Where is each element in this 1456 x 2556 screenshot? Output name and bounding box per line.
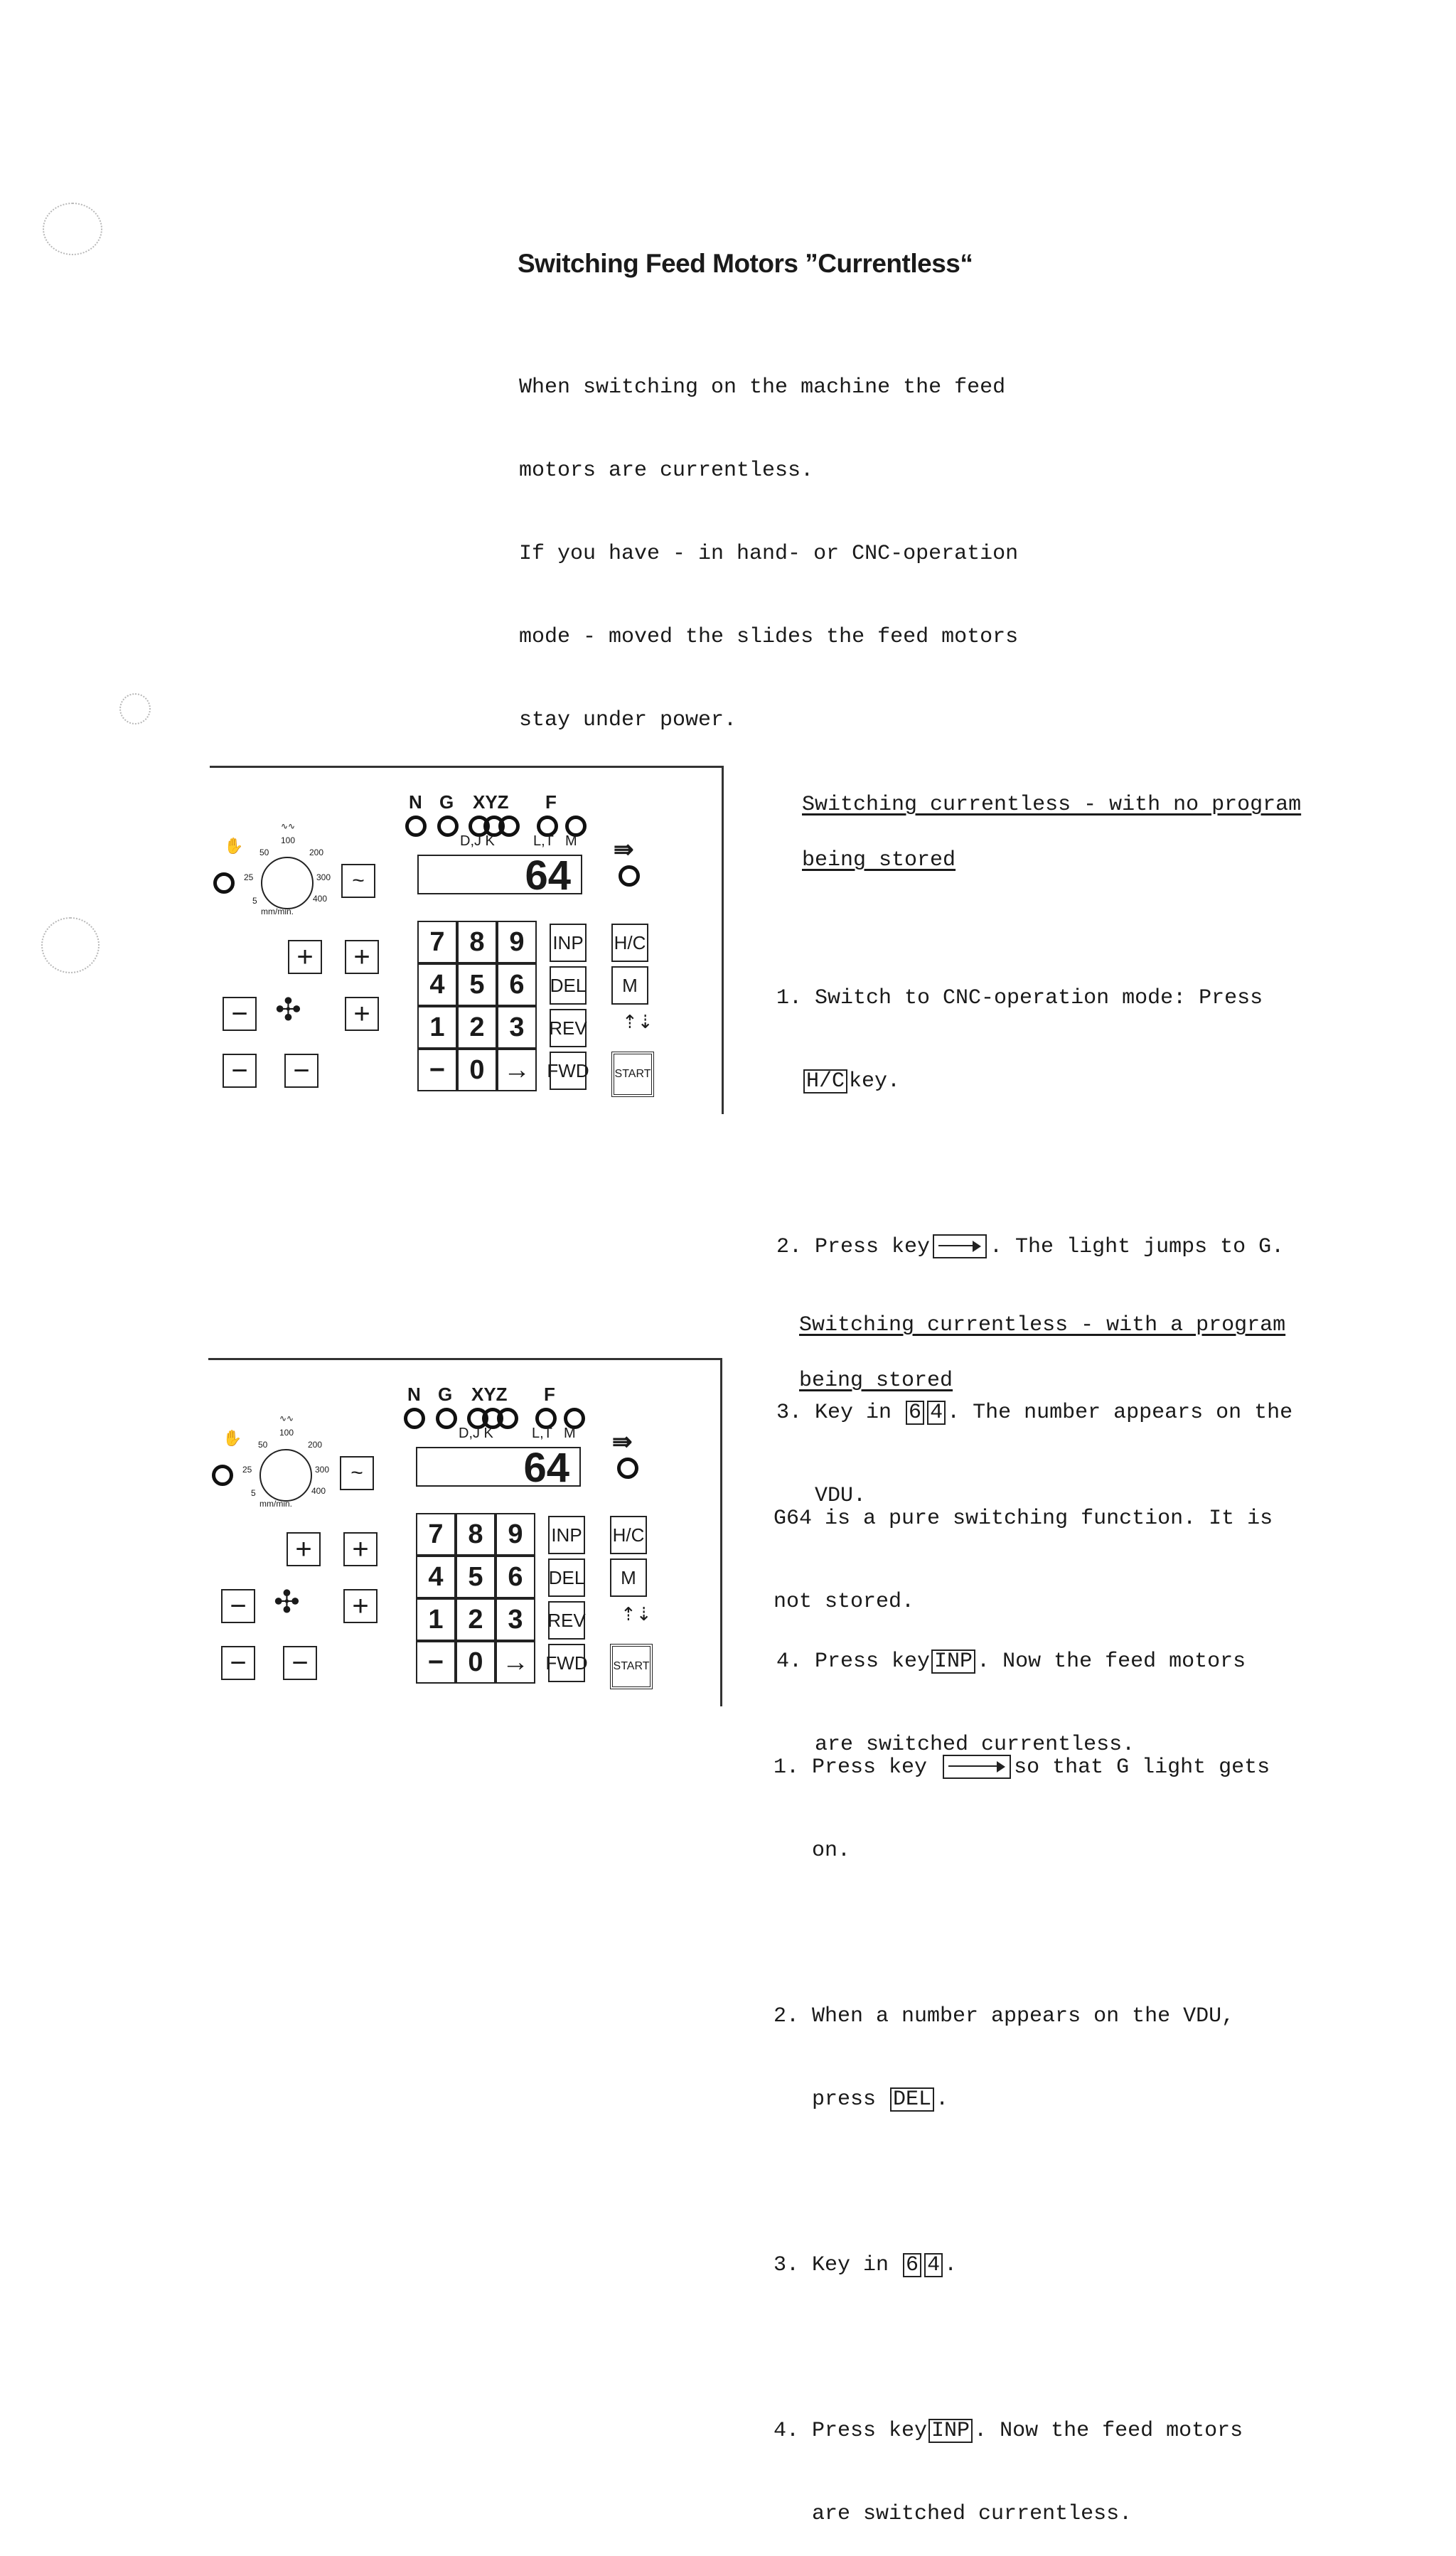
label-g: G bbox=[439, 791, 454, 813]
m-key[interactable]: M bbox=[610, 1558, 647, 1597]
key-4-ref: 4 bbox=[924, 2253, 943, 2277]
section-heading: Switching currentless - with no program bbox=[802, 793, 1302, 817]
intro-paragraph bbox=[519, 319, 1018, 762]
dial-unit: mm/min. bbox=[259, 1499, 292, 1509]
step-1: 1. Switch to CNC-operation mode: Press bbox=[776, 986, 1263, 1010]
step-2-cont: press DEL . bbox=[812, 2087, 949, 2112]
indicator-light-n bbox=[404, 1408, 425, 1429]
arrow-key[interactable]: → bbox=[497, 1049, 537, 1091]
dial-mark: 200 bbox=[308, 1440, 323, 1450]
control-panel-diagram bbox=[210, 766, 729, 1121]
hand-icon: ✋ bbox=[224, 837, 244, 855]
indicator-light-g bbox=[436, 1408, 457, 1429]
dial-mark: 300 bbox=[316, 872, 331, 882]
dial-unit: mm/min. bbox=[261, 907, 294, 916]
right-arrow-key-icon bbox=[943, 1755, 1011, 1779]
digit-key[interactable]: 4 bbox=[416, 1556, 456, 1598]
label-f: F bbox=[545, 791, 557, 813]
step-1-cont: on. bbox=[812, 1839, 851, 1863]
digit-key[interactable]: 7 bbox=[417, 921, 457, 963]
step-4-cont: are switched currentless. bbox=[812, 2502, 1133, 2526]
indicator-light-hand bbox=[213, 872, 235, 894]
digit-key[interactable]: 2 bbox=[456, 1598, 496, 1641]
right-arrow-key-icon bbox=[933, 1234, 987, 1258]
rev-key[interactable]: REV bbox=[550, 1009, 587, 1047]
m-key[interactable]: M bbox=[611, 966, 648, 1005]
step-2: 2. Press key . The light jumps to G. bbox=[776, 1235, 1285, 1259]
plus-key[interactable]: + bbox=[288, 940, 322, 974]
minus-digit-key[interactable]: − bbox=[416, 1641, 456, 1684]
label-xyz: XYZ bbox=[473, 791, 509, 813]
minus-key[interactable]: − bbox=[283, 1646, 317, 1680]
feed-rate-dial[interactable] bbox=[261, 857, 314, 909]
punch-hole bbox=[119, 693, 151, 724]
intro-line: mode - moved the slides the feed motors bbox=[519, 625, 1019, 649]
vdu-value: 64 bbox=[525, 852, 571, 899]
minus-key[interactable]: − bbox=[284, 1054, 318, 1088]
label-g: G bbox=[438, 1384, 453, 1405]
label-xyz: XYZ bbox=[471, 1384, 508, 1405]
indicator-light-n bbox=[405, 816, 427, 837]
intro-line: motors are currentless. bbox=[519, 459, 814, 483]
vdu-display bbox=[416, 1445, 581, 1491]
inp-key[interactable]: INP bbox=[548, 1516, 585, 1554]
intro-line: When switching on the machine the feed bbox=[519, 375, 1006, 400]
start-key[interactable]: START bbox=[611, 1052, 654, 1097]
plus-key[interactable]: + bbox=[345, 940, 379, 974]
minus-key[interactable]: − bbox=[223, 997, 257, 1031]
del-key[interactable]: DEL bbox=[550, 966, 587, 1005]
wave-key[interactable]: ~ bbox=[340, 1456, 374, 1490]
indicator-light-step bbox=[617, 1458, 638, 1479]
del-key-ref: DEL bbox=[890, 2087, 934, 2112]
digit-key[interactable]: 5 bbox=[456, 1556, 496, 1598]
label-n: N bbox=[409, 791, 422, 813]
minus-key[interactable]: − bbox=[221, 1646, 255, 1680]
step-3-cont: VDU. bbox=[815, 1484, 867, 1508]
dial-mark: 100 bbox=[281, 835, 296, 845]
step-4-cont: are switched currentless. bbox=[815, 1733, 1135, 1757]
del-key[interactable]: DEL bbox=[548, 1558, 585, 1597]
section-heading: being stored bbox=[802, 848, 956, 872]
hand-icon: ✋ bbox=[223, 1429, 242, 1447]
hc-key[interactable]: H/C bbox=[611, 924, 648, 962]
inp-key[interactable]: INP bbox=[550, 924, 587, 962]
dial-mark: 5 bbox=[251, 1488, 256, 1498]
punch-hole bbox=[43, 203, 102, 255]
key-4-ref: 4 bbox=[927, 1401, 946, 1425]
label-lt: L,T bbox=[533, 833, 554, 849]
step-1: 1. Press key so that G light gets bbox=[774, 1755, 1270, 1780]
fwd-key[interactable]: FWD bbox=[550, 1052, 587, 1090]
control-panel-diagram bbox=[208, 1358, 727, 1713]
digit-key[interactable]: 1 bbox=[417, 1006, 457, 1049]
axis-cross-icon: ✣ bbox=[275, 993, 301, 1027]
inp-key-ref: INP bbox=[931, 1649, 975, 1674]
dial-mark: 25 bbox=[244, 872, 254, 882]
label-djk: D,J K bbox=[460, 833, 495, 849]
punch-hole bbox=[41, 917, 100, 973]
digit-key[interactable]: 8 bbox=[456, 1513, 496, 1556]
section-intro-line: G64 is a pure switching function. It is bbox=[774, 1507, 1273, 1531]
inp-key-ref: INP bbox=[928, 2419, 973, 2443]
step-arrow-icon: ⇛ bbox=[614, 836, 634, 863]
wave-key[interactable]: ~ bbox=[341, 864, 375, 898]
dial-mark: 300 bbox=[315, 1465, 330, 1475]
feed-symbol-icon: ∿∿ bbox=[281, 821, 296, 831]
plus-key[interactable]: + bbox=[287, 1532, 321, 1566]
digit-key[interactable]: 9 bbox=[497, 921, 537, 963]
digit-key[interactable]: 2 bbox=[457, 1006, 497, 1049]
plus-key[interactable]: + bbox=[343, 1589, 378, 1623]
label-m: M bbox=[564, 1426, 576, 1441]
dial-mark: 50 bbox=[258, 1440, 268, 1450]
key-6-ref: 6 bbox=[903, 2253, 921, 2277]
label-f: F bbox=[544, 1384, 555, 1405]
section-heading: Switching currentless - with a program bbox=[799, 1313, 1286, 1337]
page-title: Switching Feed Motors ”Currentless“ bbox=[518, 249, 973, 278]
rev-key[interactable]: REV bbox=[548, 1601, 585, 1640]
digit-key[interactable]: 0 bbox=[456, 1641, 496, 1684]
section-with-program bbox=[774, 1284, 1285, 2556]
fwd-key[interactable]: FWD bbox=[548, 1644, 585, 1682]
single-block-icon: ⇡⇣ bbox=[621, 1603, 652, 1625]
feed-symbol-icon: ∿∿ bbox=[279, 1413, 294, 1423]
hc-key-ref: H/C bbox=[803, 1069, 847, 1093]
digit-key[interactable]: 6 bbox=[497, 963, 537, 1006]
label-djk: D,J K bbox=[459, 1426, 493, 1441]
dial-mark: 25 bbox=[242, 1465, 252, 1475]
indicator-light-hand bbox=[212, 1465, 233, 1486]
intro-line: stay under power. bbox=[519, 708, 737, 732]
step-arrow-icon: ⇛ bbox=[612, 1428, 633, 1455]
digit-key[interactable]: 9 bbox=[496, 1513, 535, 1556]
digit-key[interactable]: 4 bbox=[417, 963, 457, 1006]
dial-mark: 400 bbox=[313, 894, 328, 904]
step-3: 3. Key in 6 4 . bbox=[774, 2253, 958, 2277]
dial-mark: 400 bbox=[311, 1486, 326, 1496]
section-intro-line: not stored. bbox=[774, 1590, 915, 1614]
vdu-value: 64 bbox=[523, 1445, 569, 1491]
intro-line: If you have - in hand- or CNC-operation bbox=[519, 542, 1019, 566]
digit-key[interactable]: 3 bbox=[497, 1006, 537, 1049]
vdu-display bbox=[417, 852, 582, 899]
plus-key[interactable]: + bbox=[343, 1532, 378, 1566]
digit-key[interactable]: 7 bbox=[416, 1513, 456, 1556]
dial-mark: 100 bbox=[279, 1428, 294, 1438]
plus-key[interactable]: + bbox=[345, 997, 379, 1031]
key-6-ref: 6 bbox=[906, 1401, 924, 1425]
digit-key[interactable]: 1 bbox=[416, 1598, 456, 1641]
axis-cross-icon: ✣ bbox=[274, 1585, 300, 1620]
label-lt: L,T bbox=[532, 1426, 552, 1441]
step-3: 3. Key in 6 4 . The number appears on the bbox=[776, 1401, 1293, 1425]
digit-key[interactable]: 3 bbox=[496, 1598, 535, 1641]
digit-key[interactable]: 8 bbox=[457, 921, 497, 963]
digit-key[interactable]: 5 bbox=[457, 963, 497, 1006]
feed-rate-dial[interactable] bbox=[259, 1449, 312, 1502]
start-key[interactable]: START bbox=[610, 1644, 653, 1689]
single-block-icon: ⇡⇣ bbox=[622, 1011, 653, 1032]
step-4: 4. Press key INP . Now the feed motors bbox=[774, 2419, 1243, 2443]
label-n: N bbox=[407, 1384, 421, 1405]
arrow-key[interactable]: → bbox=[496, 1641, 535, 1684]
dial-mark: 50 bbox=[259, 847, 269, 857]
minus-key[interactable]: − bbox=[223, 1054, 257, 1088]
label-m: M bbox=[565, 833, 577, 849]
minus-key[interactable]: − bbox=[221, 1589, 255, 1623]
hc-key[interactable]: H/C bbox=[610, 1516, 647, 1554]
indicator-light-step bbox=[619, 865, 640, 887]
indicator-light-g bbox=[437, 816, 459, 837]
digit-key[interactable]: 0 bbox=[457, 1049, 497, 1091]
dial-mark: 5 bbox=[252, 896, 257, 906]
step-4: 4. Press key INP . Now the feed motors bbox=[776, 1649, 1246, 1674]
section-heading: being stored bbox=[799, 1369, 953, 1393]
digit-key[interactable]: 6 bbox=[496, 1556, 535, 1598]
step-1-cont: H/C key. bbox=[776, 1068, 1301, 1096]
step-2: 2. When a number appears on the VDU, bbox=[774, 2004, 1235, 2028]
dial-mark: 200 bbox=[309, 847, 324, 857]
indicator-light-z bbox=[498, 816, 520, 837]
minus-digit-key[interactable]: − bbox=[417, 1049, 457, 1091]
indicator-light-z bbox=[497, 1408, 518, 1429]
